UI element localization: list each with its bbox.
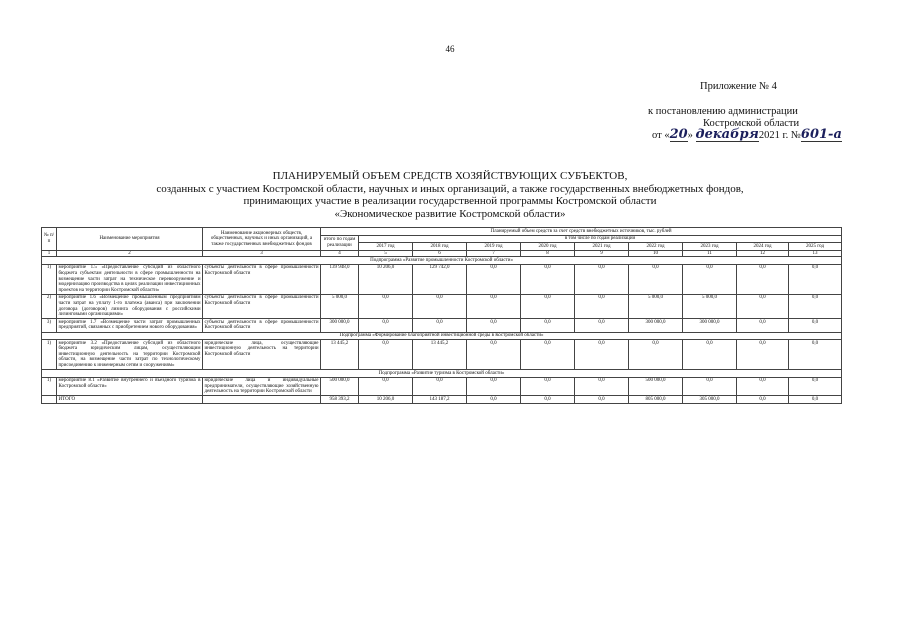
value-cell: 0,0	[683, 377, 737, 396]
total-label: ИТОГО	[57, 396, 203, 404]
column-index-cell: 11	[683, 250, 737, 257]
value-cell: 0,0	[467, 340, 521, 370]
value-cell: 300 000,0	[629, 319, 683, 332]
activity-name-cell: мероприятие 1.7 «Возмещение части затрат промышленных предприятий, связанных с приобретением нового оборудования»	[58, 319, 201, 331]
header-year: 2021 год	[575, 243, 629, 251]
table-body	[42, 257, 842, 404]
row-number-cell: 3)	[42, 319, 57, 332]
row-number-cell: 1)	[42, 340, 57, 370]
header-org: Наименование акционерных обществ, общественных, научных и иных организаций, а также государственных внебюджетных фондов	[203, 228, 321, 251]
total-row	[42, 396, 842, 404]
header-total: итого по годам реализации	[321, 235, 359, 250]
total-value-cell: 0,0	[575, 396, 629, 404]
activity-name-cell: мероприятие 8.1 «Развитие внутреннего и въездного туризма в Костромской области»	[57, 377, 203, 396]
activity-name-cell: мероприятие 1.6 «Возмещение промышленным предприятиям части затрат на уплату 1-го платежа (аванса) при заключении договора (договоров) лизинга оборудования с российскими лизинговыми организациями»	[58, 295, 201, 318]
value-cell: 0,0	[467, 264, 521, 294]
organization-cell: юридические лица, осуществляющие инвестиционную деятельность на территории Костромской области	[203, 340, 321, 370]
header-year: 2023 год	[683, 243, 737, 251]
subprogram-title: Подпрограмма «Развитие промышленности Костромской области»	[42, 257, 842, 265]
value-cell: 129 742,0	[413, 264, 467, 294]
value-cell: 0,0	[737, 294, 789, 318]
header-num: № п/п	[42, 228, 57, 251]
column-index-cell: 1	[42, 250, 57, 257]
column-index-cell: 13	[789, 250, 842, 257]
header-year: 2020 год	[521, 243, 575, 251]
total-value-cell: 143 187,2	[413, 396, 467, 404]
resolution-year: 2021 г. №	[758, 130, 801, 141]
value-cell: 0,0	[521, 319, 575, 332]
resolution-month: декабря	[695, 127, 759, 142]
value-cell: 0,0	[789, 294, 842, 318]
header-planned: Планируемый объем средств за счет средств внебюджетных источников, тыс. рублей	[321, 228, 842, 236]
column-index-cell: 10	[629, 250, 683, 257]
value-cell: 0,0	[521, 377, 575, 396]
value-cell: 0,0	[737, 264, 789, 294]
value-cell: 0,0	[521, 264, 575, 294]
value-cell: 0,0	[521, 294, 575, 318]
value-cell: 0,0	[789, 340, 842, 370]
organization-cell: субъекты деятельности в сфере промышленности Костромской области	[203, 264, 321, 294]
value-cell: 0,0	[683, 264, 737, 294]
value-cell: 0,0	[467, 377, 521, 396]
value-cell: 0,0	[413, 377, 467, 396]
resolution-date-mid: »	[687, 130, 693, 141]
resolution-line-2: Костромской области	[703, 117, 800, 129]
value-cell: 10 206,0	[359, 264, 413, 294]
title-line-2: созданных с участием Костромской области, научных и иных организаций, а также государственных внебюджетных фондов,	[156, 182, 744, 195]
row-number-cell: 1)	[42, 264, 57, 294]
resolution-reference	[600, 106, 860, 142]
resolution-day: 20	[669, 127, 688, 142]
total-value-cell: 0,0	[467, 396, 521, 404]
column-index-cell: 5	[359, 250, 413, 257]
resolution-line-1: к постановлению администрации	[648, 106, 798, 117]
organization-cell: юридические лица и индивидуальные предприниматели, осуществляющие хозяйственную деятельность на территории Костромской области	[204, 378, 319, 395]
table-row	[42, 264, 842, 294]
value-cell: 0,0	[575, 319, 629, 332]
subprogram-row	[42, 257, 842, 265]
total-value-cell: 958 393,2	[321, 396, 359, 404]
value-cell: 0,0	[789, 377, 842, 396]
header-name: Наименование мероприятия	[57, 228, 203, 251]
subprogram-row	[42, 332, 842, 340]
total-empty-cell	[203, 396, 321, 404]
value-cell: 0,0	[629, 340, 683, 370]
value-cell: 5 000,0	[683, 294, 737, 318]
subprogram-title: Подпрограмма «Формирование благоприятной инвестиционной среды в Костромской области»	[42, 332, 842, 340]
header-year: 2018 год	[413, 243, 467, 251]
resolution-number: 601-а	[800, 127, 842, 142]
header-by-year: в том числе по годам реализации	[359, 235, 842, 243]
value-cell: 13 445,2	[413, 340, 467, 370]
organization-cell: субъекты деятельности в сфере промышленности Костромской области	[204, 319, 319, 331]
total-value-cell: 0,0	[521, 396, 575, 404]
value-cell: 0,0	[413, 294, 467, 318]
title-line-1: ПЛАНИРУЕМЫЙ ОБЪЕМ СРЕДСТВ ХОЗЯЙСТВУЮЩИХ СУБЪЕКТОВ,	[272, 170, 628, 182]
activity-name-cell: мероприятие 3.2 «Предоставление субсидий из областного бюджета юридическим лицам, осуществляющим инвестиционную деятельность на территории Костромской области, на возмещение части затрат по технологическому присоединению к инженерным сетям и сооружениям»	[58, 340, 201, 368]
value-cell: 139 948,0	[321, 264, 359, 294]
column-index-cell: 2	[57, 250, 203, 257]
total-value-cell: 10 206,0	[359, 396, 413, 404]
row-number-cell: 2)	[42, 294, 57, 318]
subprogram-title: Подпрограмма «Развитие туризма в Костромской области»	[42, 370, 842, 378]
value-cell: 5 000,0	[629, 294, 683, 318]
value-cell: 5 000,0	[321, 294, 359, 318]
table-row	[42, 340, 842, 370]
title-line-4: «Экономическое развитие Костромской области»	[334, 207, 566, 220]
header-year: 2022 год	[629, 243, 683, 251]
column-index-cell: 4	[321, 250, 359, 257]
value-cell: 0,0	[629, 264, 683, 294]
value-cell: 0,0	[737, 340, 789, 370]
value-cell: 0,0	[789, 264, 842, 294]
value-cell: 0,0	[359, 340, 413, 370]
column-index-cell: 12	[737, 250, 789, 257]
header-year: 2019 год	[467, 243, 521, 251]
value-cell: 0,0	[359, 377, 413, 396]
value-cell: 0,0	[737, 319, 789, 332]
value-cell: 500 000,0	[629, 377, 683, 396]
table-row	[42, 294, 842, 318]
value-cell: 300 000,0	[321, 319, 359, 332]
column-index-cell: 7	[467, 250, 521, 257]
value-cell: 0,0	[575, 340, 629, 370]
value-cell: 0,0	[521, 340, 575, 370]
header-year: 2017 год	[359, 243, 413, 251]
resolution-date-prefix: от «	[652, 130, 670, 141]
page-number: 46	[445, 44, 455, 54]
value-cell: 0,0	[683, 340, 737, 370]
column-index-row	[42, 250, 842, 257]
value-cell: 0,0	[737, 377, 789, 396]
column-index-cell: 6	[413, 250, 467, 257]
total-value-cell: 0,0	[737, 396, 789, 404]
header-year: 2025 год	[789, 243, 842, 251]
value-cell: 0,0	[413, 319, 467, 332]
value-cell: 13 445,2	[321, 340, 359, 370]
document-title	[100, 170, 800, 220]
total-empty-cell	[42, 396, 57, 404]
value-cell: 300 000,0	[683, 319, 737, 332]
appendix-label: Приложение № 4	[700, 81, 777, 92]
value-cell: 500 000,0	[321, 377, 359, 396]
subprogram-row	[42, 370, 842, 378]
value-cell: 0,0	[575, 294, 629, 318]
table-row	[42, 319, 842, 332]
total-value-cell: 805 000,0	[629, 396, 683, 404]
resolution-date-line	[600, 129, 860, 142]
column-index-cell: 3	[203, 250, 321, 257]
value-cell: 0,0	[575, 377, 629, 396]
value-cell: 0,0	[359, 319, 413, 332]
budget-table	[41, 227, 842, 404]
value-cell: 0,0	[467, 294, 521, 318]
value-cell: 0,0	[575, 264, 629, 294]
title-line-3: принимающих участие в реализации государственной программы Костромской области	[243, 195, 657, 207]
organization-cell: субъекты деятельности в сфере промышленности Костромской области	[203, 294, 321, 318]
activity-name-cell: мероприятие 1.5 «Предоставление субсидий из областного бюджета субъектам деятельности в сфере промышленности на возмещение части затрат на техническое перевооружение и модернизацию производства в целях реализации инвестиционных проектов на территории Костромской области»	[58, 265, 201, 293]
value-cell: 0,0	[789, 319, 842, 332]
header-year: 2024 год	[737, 243, 789, 251]
value-cell: 0,0	[359, 294, 413, 318]
row-number-cell: 1)	[42, 377, 57, 396]
total-value-cell: 305 000,0	[683, 396, 737, 404]
table-row	[42, 377, 842, 396]
column-index-cell: 8	[521, 250, 575, 257]
total-value-cell: 0,0	[789, 396, 842, 404]
value-cell: 0,0	[467, 319, 521, 332]
column-index-cell: 9	[575, 250, 629, 257]
